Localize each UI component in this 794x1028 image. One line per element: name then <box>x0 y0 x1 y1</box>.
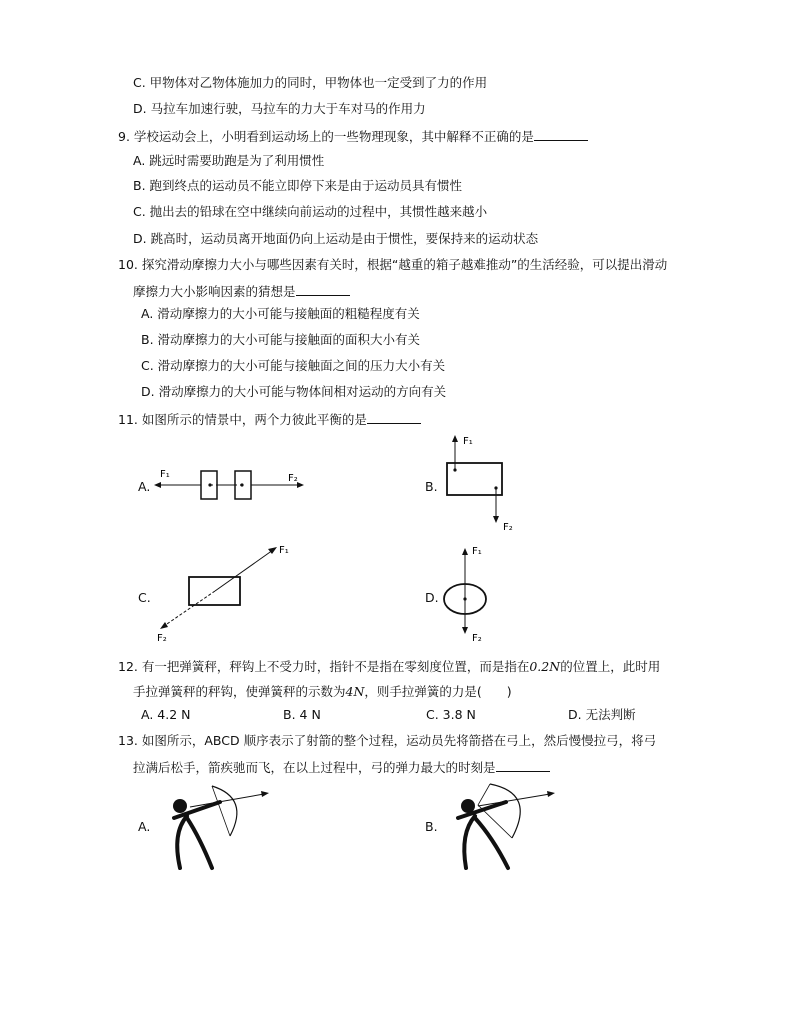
q8-option-d: D. 马拉车加速行驶，马拉车的力大于车对马的作用力 <box>133 101 426 116</box>
q11-b-f1-arrowhead <box>452 435 458 442</box>
q11-d-f1-arrowhead <box>462 548 468 555</box>
q11-stem <box>118 411 421 428</box>
q13-b-archer-leg <box>475 818 508 868</box>
q10-stem-line1: 10. 探究滑动摩擦力大小与哪些因素有关时，根据“越重的箱子越难推动”的生活经验，可以提出滑动 <box>118 257 668 272</box>
q13-stem-line2 <box>133 759 550 776</box>
q10-option-d: D. 滑动摩擦力的大小可能与物体间相对运动的方向有关 <box>141 384 447 399</box>
q11-figure-b <box>440 430 530 535</box>
q12-stem-line2-b: ，则手拉弹簧的力是( ) <box>364 684 512 699</box>
q11-a-dot-left <box>208 483 211 486</box>
q13-b-bow <box>490 784 520 838</box>
q12-zero-offset-value: 0.2N <box>529 659 561 674</box>
q13-a-bow <box>212 786 237 836</box>
q12-option-b: B. 4 N <box>283 707 321 722</box>
q9-option-c: C. 抛出去的铅球在空中继续向前运动的过程中，其惯性越来越小 <box>133 204 488 219</box>
q12-stem-line1-a: 12. 有一把弹簧秤，秤钩上不受力时，指针不是指在零刻度位置，而是指在 <box>118 659 530 674</box>
q11-fig-d-label: D. <box>425 590 439 605</box>
q13-a-arrow-head <box>261 791 269 797</box>
q11-fig-c-label: C. <box>138 590 151 605</box>
q13-b-archer-head <box>461 799 475 813</box>
q9-option-d: D. 跳高时，运动员离开地面仍向上运动是由于惯性，要保持来的运动状态 <box>133 231 539 246</box>
q11-a-f2-arrowhead <box>297 482 304 488</box>
q11-c-f2-arrowhead <box>160 622 168 629</box>
q11-figure-c <box>150 540 300 645</box>
q11-figure-a <box>150 460 310 510</box>
q10-stem-line2 <box>133 283 350 300</box>
q11-d-f2-arrowhead <box>462 627 468 634</box>
q12-option-a: A. 4.2 N <box>141 707 191 722</box>
q13-fig-a-label: A. <box>138 819 151 834</box>
q11-a-f1-label: F₁ <box>160 469 170 480</box>
q9-option-b: B. 跑到终点的运动员不能立即停下来是由于运动员具有惯性 <box>133 178 463 193</box>
q12-reading-value: 4N <box>345 684 365 699</box>
q10-answer-blank[interactable] <box>296 283 350 296</box>
q11-b-f2-label: F₂ <box>503 522 513 533</box>
q11-c-f1-label: F₁ <box>279 545 289 556</box>
q8-option-c: C. 甲物体对乙物体施加力的同时，甲物体也一定受到了力的作用 <box>133 75 488 90</box>
q9-answer-blank[interactable] <box>534 128 588 141</box>
q11-b-f2-arrowhead <box>493 516 499 523</box>
q9-stem-text: 9. 学校运动会上，小明看到运动场上的一些物理现象，其中解释不正确的是 <box>118 129 534 144</box>
q13-a-archer-head <box>173 799 187 813</box>
q11-fig-a-label: A. <box>138 479 151 494</box>
q12-option-c: C. 3.8 N <box>426 707 476 722</box>
q9-stem <box>118 128 588 145</box>
q11-c-f2-label: F₂ <box>157 633 167 644</box>
q13-stem-line2-text: 拉满后松手，箭疾驰而飞，在以上过程中，弓的弹力最大的时刻是 <box>133 760 496 775</box>
q13-a-archer-leg <box>187 818 212 868</box>
q13-b-arrow-head <box>547 791 555 797</box>
q9-option-a: A. 跳远时需要助跑是为了利用惯性 <box>133 153 325 168</box>
q11-answer-blank[interactable] <box>367 411 421 424</box>
q13-a-archer-body <box>177 816 187 868</box>
q13-a-arrow-shaft <box>190 794 264 807</box>
q11-a-f1-arrowhead <box>154 482 161 488</box>
q11-figure-d <box>438 540 508 645</box>
q12-stem-line2 <box>133 684 512 700</box>
q11-stem-text: 11. 如图所示的情景中，两个力彼此平衡的是 <box>118 412 367 427</box>
q10-option-c: C. 滑动摩擦力的大小可能与接触面之间的压力大小有关 <box>141 358 446 373</box>
q10-option-b: B. 滑动摩擦力的大小可能与接触面的面积大小有关 <box>141 332 421 347</box>
q13-fig-b-label: B. <box>425 819 438 834</box>
q12-stem-line1 <box>118 659 660 675</box>
q11-b-f1-dot <box>453 468 456 471</box>
q13-figure-b <box>448 778 563 873</box>
q11-b-f2-dot <box>494 486 497 489</box>
q13-stem-line1: 13. 如图所示，ABCD 顺序表示了射箭的整个过程，运动员先将箭搭在弓上，然后慢慢拉弓，将弓 <box>118 733 657 748</box>
q13-figure-a <box>160 778 275 873</box>
q10-stem-line2-text: 摩擦力大小影响因素的猜想是 <box>133 284 296 299</box>
q13-b-archer-body <box>464 816 475 868</box>
q11-d-f1-label: F₁ <box>472 546 482 557</box>
q12-option-d: D. 无法判断 <box>568 707 636 722</box>
q11-a-f2-label: F₂ <box>288 473 298 484</box>
q12-stem-line2-a: 手拉弹簧秤的秤钩，使弹簧秤的示数为 <box>133 684 346 699</box>
q10-option-a: A. 滑动摩擦力的大小可能与接触面的粗糙程度有关 <box>141 306 420 321</box>
q12-stem-line1-b: 的位置上，此时用 <box>560 659 661 674</box>
q11-a-dot-right <box>240 483 243 486</box>
q13-answer-blank[interactable] <box>496 759 550 772</box>
q11-b-f1-label: F₁ <box>463 436 473 447</box>
q11-d-f2-label: F₂ <box>472 633 482 644</box>
q11-d-center-dot <box>463 597 466 600</box>
q11-c-f1-line <box>215 550 273 591</box>
q11-fig-b-label: B. <box>425 479 438 494</box>
